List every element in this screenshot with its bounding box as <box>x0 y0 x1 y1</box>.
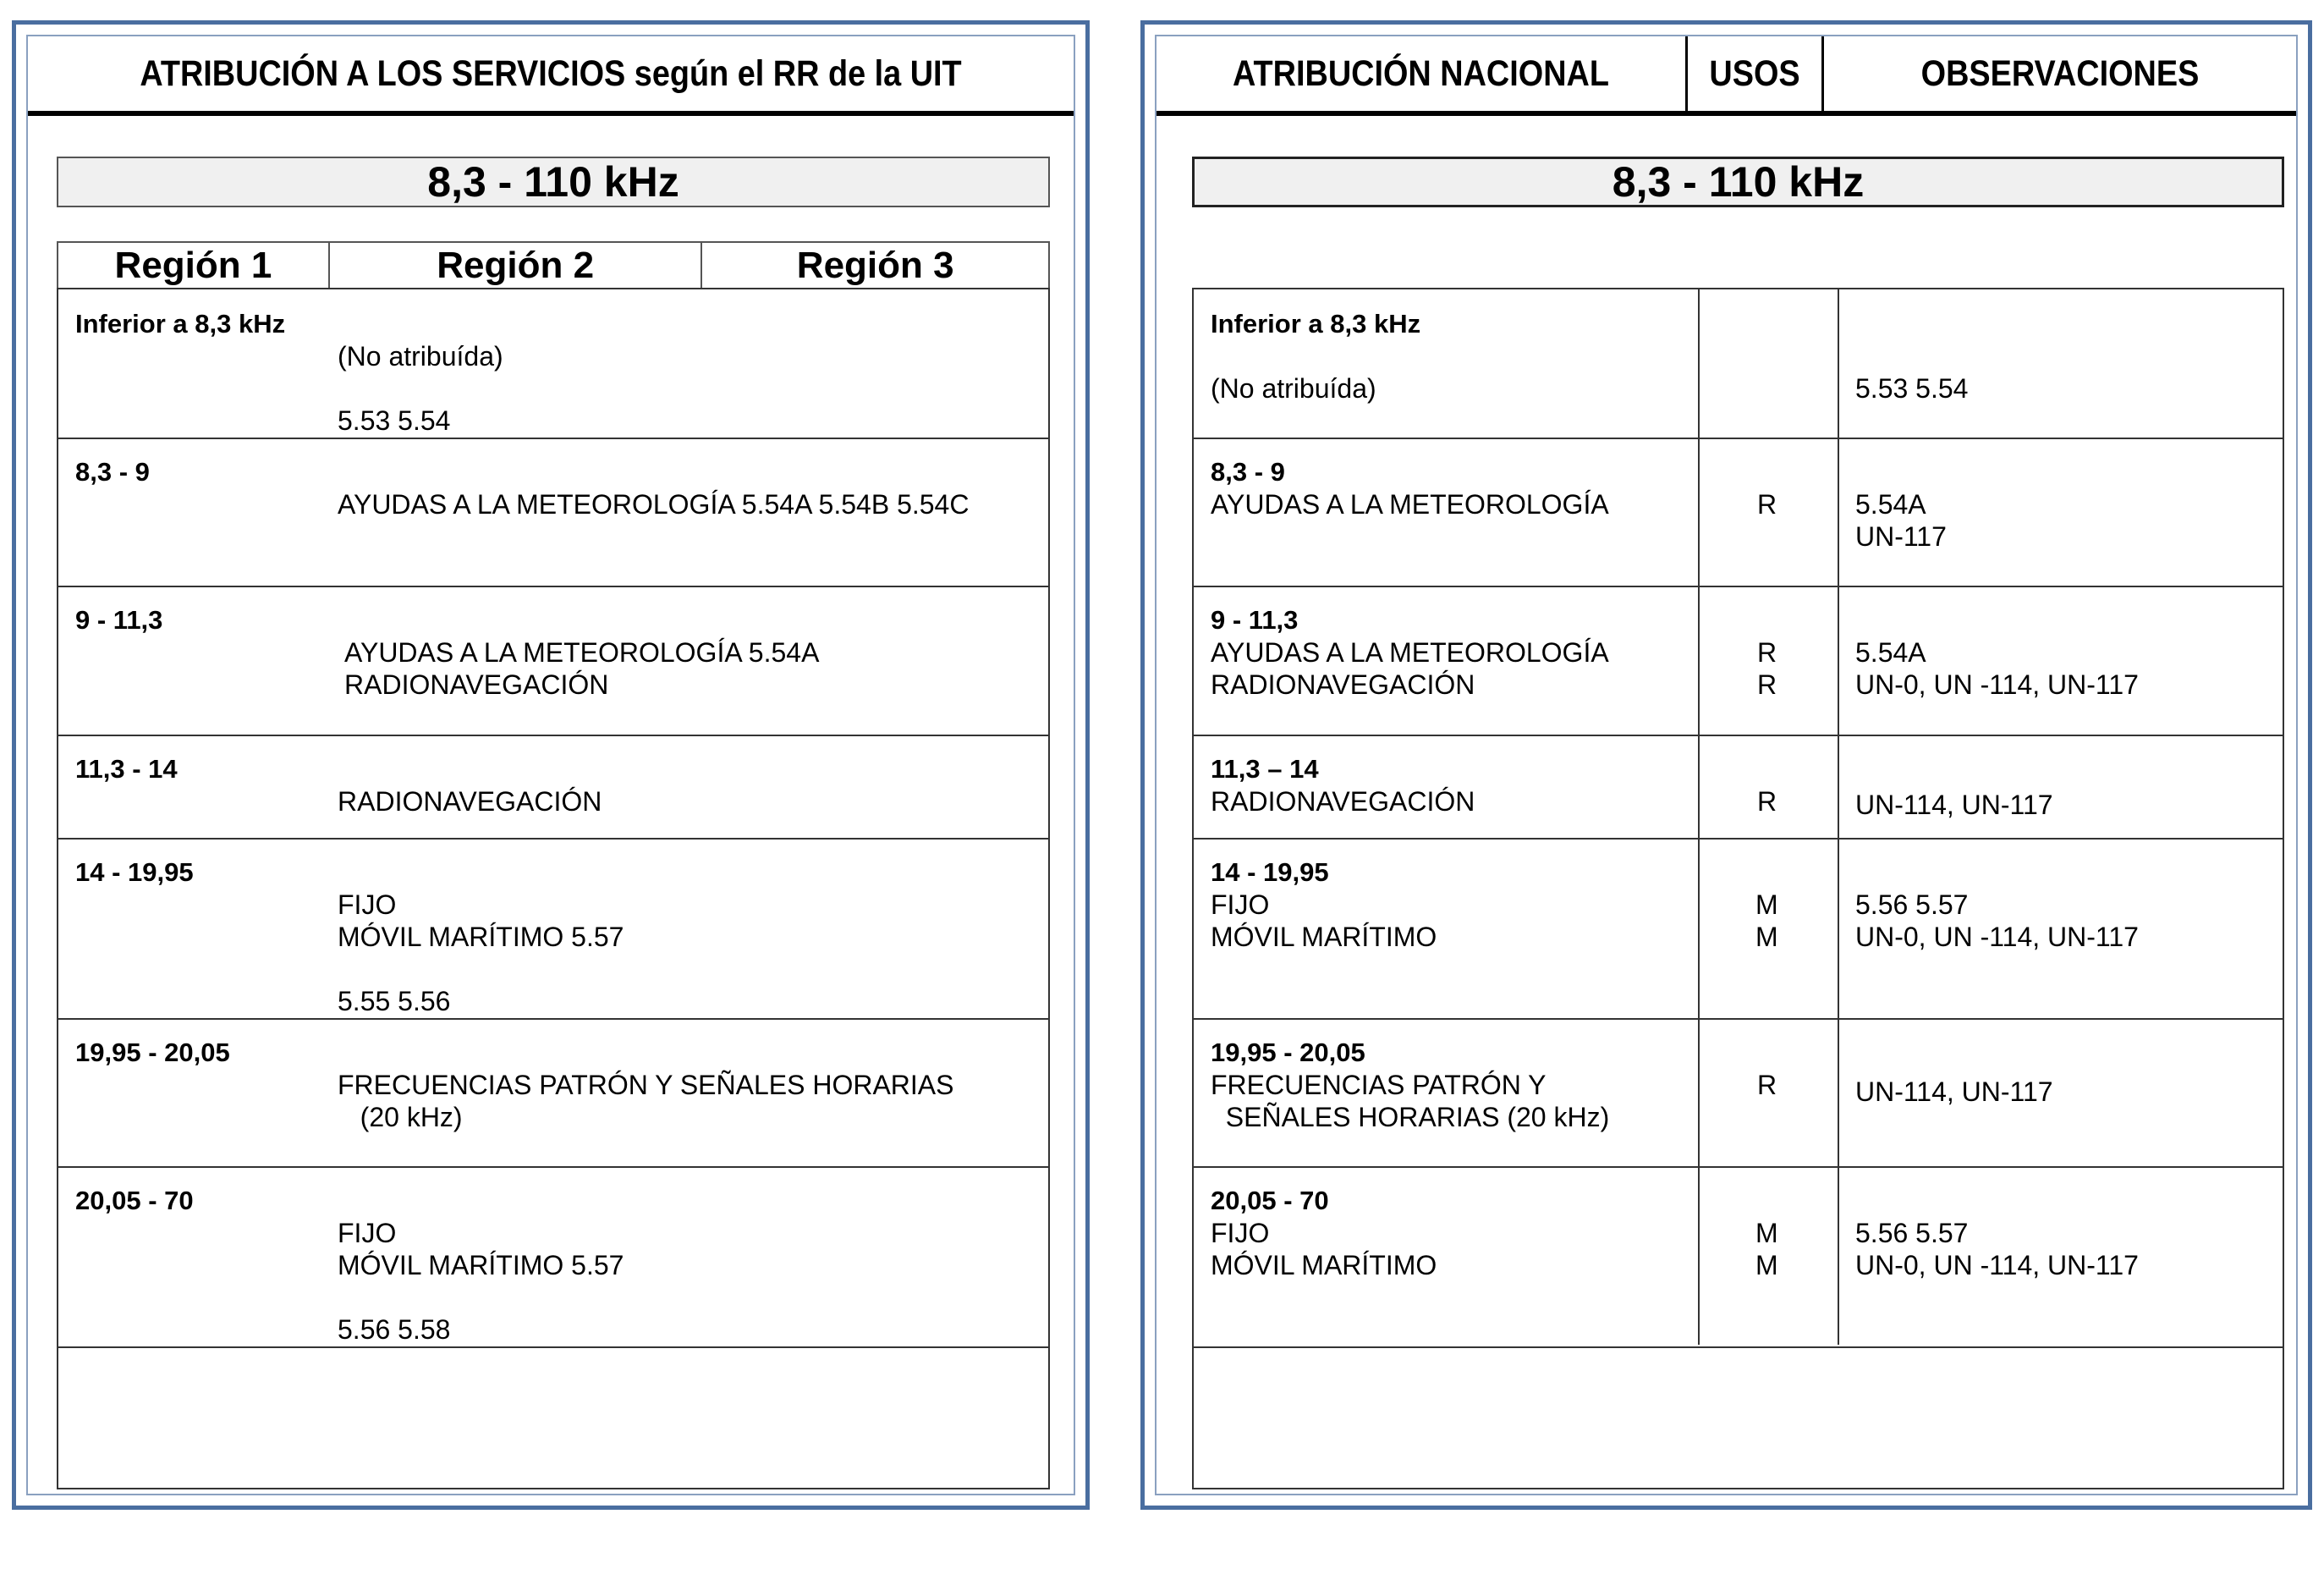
table-row <box>58 289 1048 439</box>
left-allocation-table <box>57 288 1050 1489</box>
table-row <box>58 736 1048 840</box>
service-line: AYUDAS A LA METEOROLOGÍA <box>1211 637 1609 668</box>
freq-range: Inferior a 8,3 kHz <box>1211 309 1421 339</box>
table-row <box>58 439 1048 587</box>
freq-range: 11,3 – 14 <box>1211 754 1319 784</box>
service-line: FIJO <box>338 1218 397 1248</box>
service-line: AYUDAS A LA METEOROLOGÍA 5.54A <box>344 637 820 668</box>
service-line: SEÑALES HORARIAS (20 kHz) <box>1211 1102 1610 1132</box>
usos-code: R <box>1757 669 1777 700</box>
usos-code: R <box>1757 786 1777 817</box>
obs-line: UN-114, UN-117 <box>1855 1076 2053 1107</box>
obs-line: UN-117 <box>1855 521 1947 552</box>
freq-range: 14 - 19,95 <box>75 857 194 887</box>
obs-line: 5.53 5.54 <box>1855 373 1969 404</box>
service-line: (20 kHz) <box>338 1102 463 1132</box>
service-line: FIJO <box>338 889 397 920</box>
header-usos: USOS <box>1709 52 1800 94</box>
table-row <box>1194 289 2283 439</box>
table-row <box>1194 1168 2283 1348</box>
freq-range: 8,3 - 9 <box>1211 457 1285 487</box>
header-national: ATRIBUCIÓN NACIONAL <box>1233 52 1609 94</box>
usos-code: M <box>1755 1218 1778 1248</box>
region-1-label: Región 1 <box>58 243 330 288</box>
left-band-title: 8,3 - 110 kHz <box>57 157 1050 207</box>
usos-code: R <box>1757 637 1777 668</box>
region-2-label: Región 2 <box>330 243 703 288</box>
obs-line: 5.54A <box>1855 637 1926 668</box>
service-line: MÓVIL MARÍTIMO <box>1211 922 1437 952</box>
right-panel-frame <box>1155 35 2298 1495</box>
freq-range: 9 - 11,3 <box>75 605 163 635</box>
obs-line: UN-0, UN -114, UN-117 <box>1855 1250 2139 1280</box>
service-line: RADIONAVEGACIÓN <box>344 669 609 700</box>
footnote-line: 5.53 5.54 <box>338 405 451 436</box>
freq-range: 20,05 - 70 <box>75 1186 194 1215</box>
service-line: MÓVIL MARÍTIMO 5.57 <box>338 922 624 952</box>
table-row <box>1194 587 2283 736</box>
right-header <box>1157 36 2296 116</box>
table-row <box>58 1020 1048 1168</box>
table-row <box>58 587 1048 736</box>
left-panel-frame <box>26 35 1075 1495</box>
usos-code: M <box>1755 922 1778 952</box>
service-line: RADIONAVEGACIÓN <box>1211 669 1475 700</box>
freq-range: 19,95 - 20,05 <box>75 1038 230 1067</box>
header-observaciones: OBSERVACIONES <box>1920 52 2200 94</box>
obs-line: 5.56 5.57 <box>1855 1218 1969 1248</box>
service-line: RADIONAVEGACIÓN <box>338 786 602 817</box>
header-divider <box>1685 36 1688 111</box>
region-header <box>57 241 1050 288</box>
service-line: MÓVIL MARÍTIMO <box>1211 1250 1437 1280</box>
obs-line: UN-114, UN-117 <box>1855 790 2053 820</box>
freq-range: 11,3 - 14 <box>75 754 178 784</box>
table-row <box>58 1168 1048 1348</box>
table-row <box>1194 736 2283 840</box>
service-line: (No atribuída) <box>1211 373 1376 404</box>
service-line: FIJO <box>1211 889 1270 920</box>
header-divider <box>1821 36 1824 111</box>
usos-code: M <box>1755 889 1778 920</box>
service-line: FRECUENCIAS PATRÓN Y <box>1211 1070 1547 1100</box>
right-allocation-table <box>1192 288 2284 1489</box>
footnote-line: 5.56 5.58 <box>338 1314 451 1345</box>
footnote-line: 5.55 5.56 <box>338 986 451 1016</box>
obs-line: UN-0, UN -114, UN-117 <box>1855 669 2139 700</box>
service-line: FIJO <box>1211 1218 1270 1248</box>
left-header <box>28 36 1074 116</box>
service-line: FRECUENCIAS PATRÓN Y SEÑALES HORARIAS <box>338 1070 954 1100</box>
right-panel <box>1140 20 2312 1510</box>
usos-code: R <box>1757 489 1777 520</box>
usos-code: R <box>1757 1070 1777 1100</box>
usos-code: M <box>1755 1250 1778 1280</box>
obs-line: 5.54A <box>1855 489 1926 520</box>
freq-range: 9 - 11,3 <box>1211 605 1299 635</box>
service-line: MÓVIL MARÍTIMO 5.57 <box>338 1250 624 1280</box>
table-row <box>1194 439 2283 587</box>
obs-line: 5.56 5.57 <box>1855 889 1969 920</box>
empty-row <box>58 1348 1048 1491</box>
empty-row <box>1194 1348 2283 1491</box>
freq-range: 14 - 19,95 <box>1211 857 1329 887</box>
table-row <box>1194 840 2283 1020</box>
freq-range: 19,95 - 20,05 <box>1211 1038 1365 1067</box>
obs-line: UN-0, UN -114, UN-117 <box>1855 922 2139 952</box>
service-line: AYUDAS A LA METEOROLOGÍA 5.54A 5.54B 5.54C <box>338 489 970 520</box>
region-3-label: Región 3 <box>796 244 954 286</box>
left-panel <box>12 20 1090 1510</box>
table-row <box>58 840 1048 1020</box>
freq-range: 8,3 - 9 <box>75 457 150 487</box>
right-band-title: 8,3 - 110 kHz <box>1192 157 2284 207</box>
service-line: AYUDAS A LA METEOROLOGÍA <box>1211 489 1609 520</box>
service-line: RADIONAVEGACIÓN <box>1211 786 1475 817</box>
freq-range: Inferior a 8,3 kHz <box>75 309 286 339</box>
service-line: (No atribuída) <box>338 341 503 372</box>
left-header-title: ATRIBUCIÓN A LOS SERVICIOS según el RR de la UIT <box>140 52 962 94</box>
freq-range: 20,05 - 70 <box>1211 1186 1329 1215</box>
table-row <box>1194 1020 2283 1168</box>
